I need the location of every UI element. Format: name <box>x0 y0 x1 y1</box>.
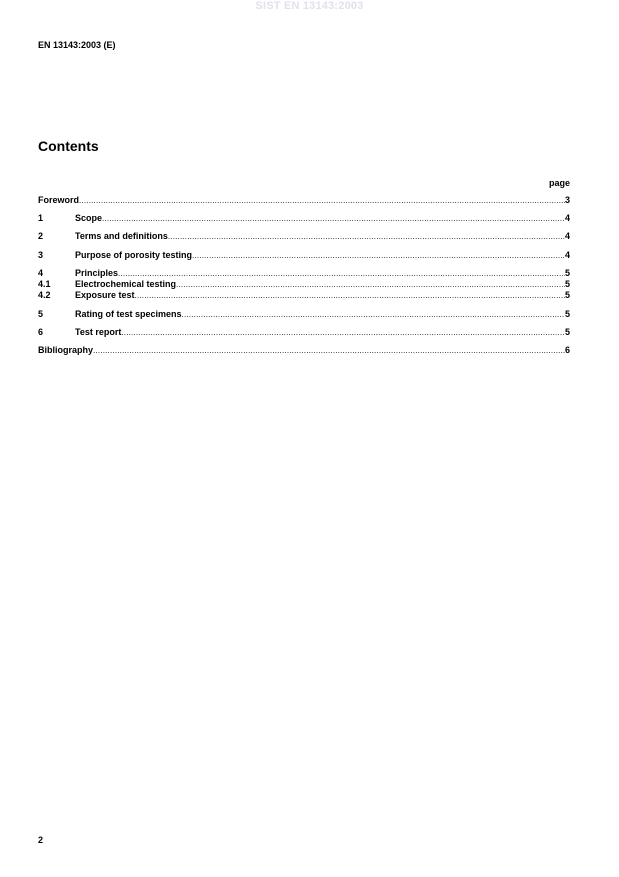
toc-entry-page: 6 <box>564 345 570 355</box>
toc-entry-title: Test report <box>75 327 122 337</box>
toc-entry-number: 5 <box>38 309 44 319</box>
toc-entry-page: 4 <box>564 250 570 260</box>
toc-entry-title: Foreword <box>38 195 80 205</box>
toc-entry-purpose[interactable] <box>38 250 570 261</box>
toc-entry-number: 4.2 <box>38 290 51 300</box>
toc-entry-number: 2 <box>38 231 44 241</box>
toc-entry-number: 1 <box>38 213 44 223</box>
toc-entry-title: Terms and definitions <box>75 231 168 241</box>
toc-dot-leader <box>93 345 565 356</box>
toc-dot-leader <box>102 213 565 224</box>
toc-dot-leader <box>135 290 565 301</box>
toc-entry-number: 6 <box>38 327 44 337</box>
toc-dot-leader <box>118 268 565 279</box>
page-number: 2 <box>38 835 44 845</box>
toc-entry-title: Scope <box>75 213 103 223</box>
toc-entry-page: 4 <box>564 231 570 241</box>
toc-dot-leader <box>121 327 565 338</box>
toc-entry-exposure[interactable] <box>38 290 570 301</box>
toc-dot-leader <box>182 309 565 320</box>
toc-entry-page: 5 <box>564 327 570 337</box>
toc-entry-electrochemical[interactable] <box>38 279 570 290</box>
toc-entry-page: 5 <box>564 279 570 289</box>
toc-dot-leader <box>176 279 565 290</box>
toc-entry-title: Purpose of porosity testing <box>75 250 193 260</box>
contents-heading: Contents <box>38 138 99 154</box>
toc-entry-number: 4 <box>38 268 44 278</box>
toc-entry-page: 5 <box>564 290 570 300</box>
toc-entry-scope[interactable] <box>38 213 570 224</box>
toc-entry-page: 5 <box>564 309 570 319</box>
page-column-label: page <box>548 178 570 188</box>
toc-entry-principles[interactable] <box>38 268 570 279</box>
toc-dot-leader <box>192 250 565 261</box>
watermark: SIST EN 13143:2003 <box>255 0 364 12</box>
toc-entry-title: Electrochemical testing <box>75 279 177 289</box>
toc-entry-foreword[interactable] <box>38 195 570 206</box>
toc-entry-number: 4.1 <box>38 279 51 289</box>
toc-entry-rating[interactable] <box>38 309 570 320</box>
toc-entry-title: Principles <box>75 268 119 278</box>
toc-entry-title: Bibliography <box>38 345 94 355</box>
toc-entry-test-report[interactable] <box>38 327 570 338</box>
toc-entry-number: 3 <box>38 250 44 260</box>
toc-entry-title: Exposure test <box>75 290 135 300</box>
toc-dot-leader <box>168 231 565 242</box>
toc-entry-page: 5 <box>564 268 570 278</box>
toc-entry-title: Rating of test specimens <box>75 309 182 319</box>
toc-entry-bibliography[interactable] <box>38 345 570 356</box>
toc-entry-page: 3 <box>564 195 570 205</box>
document-id-header: EN 13143:2003 (E) <box>38 40 116 50</box>
toc-dot-leader <box>79 195 565 206</box>
toc-entry-terms[interactable] <box>38 231 570 242</box>
toc-entry-page: 4 <box>564 213 570 223</box>
